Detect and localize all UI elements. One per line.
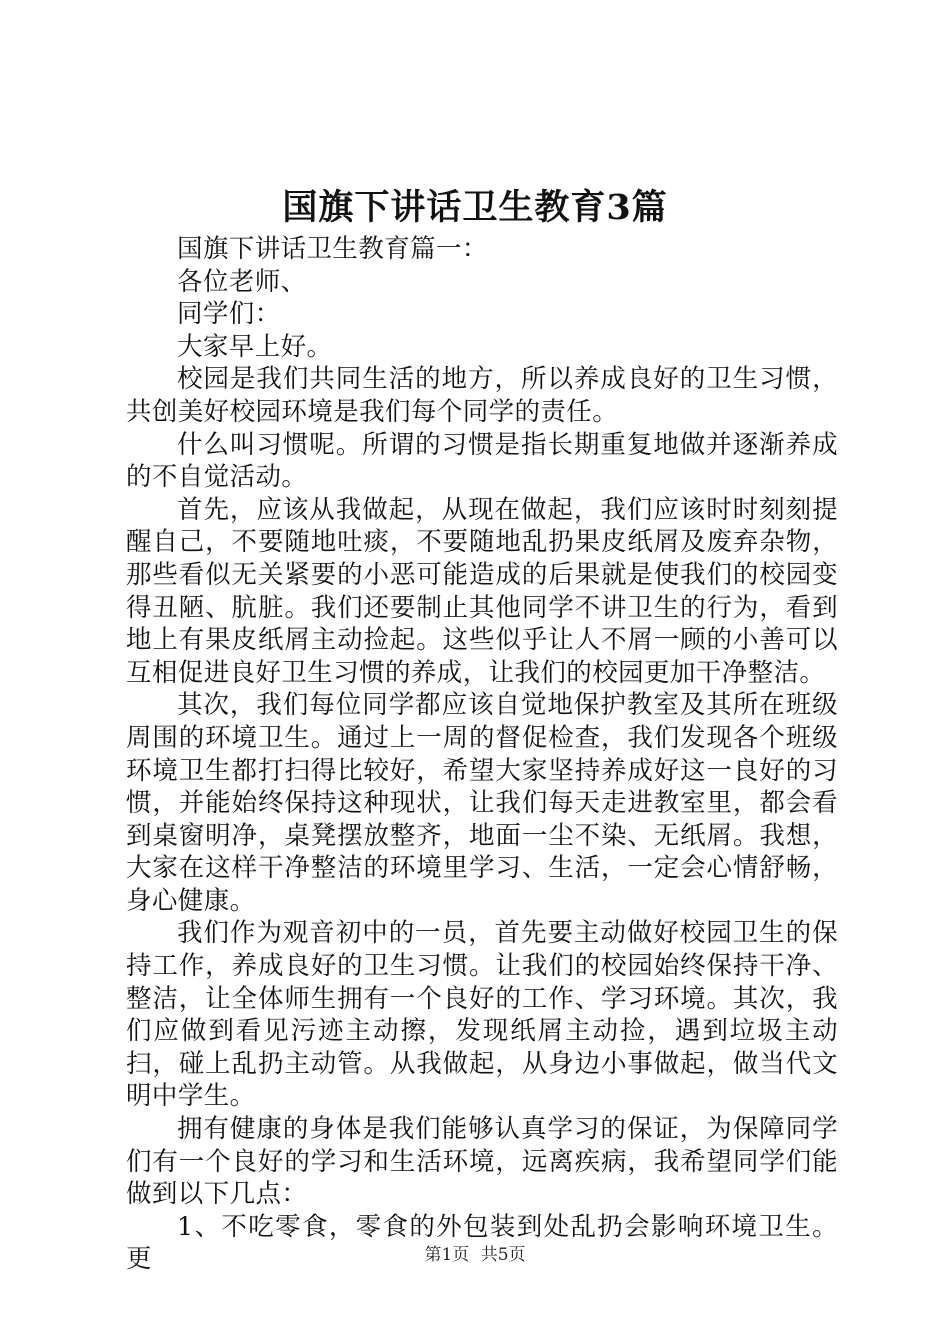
paragraph-health: 拥有健康的身体是我们能够认真学习的保证，为保障同学们有一个良好的学习和生活环境，远离疾病，我希望同学们能做到以下几点： xyxy=(126,1114,838,1210)
paragraph-first: 首先，应该从我做起，从现在做起，我们应该时时刻刻提醒自己，不要随地吐痰，不要随地乱扔果皮纸屑及废弃杂物，那些看似无关紧要的小恶可能造成的后果就是使我们的校园变得丑陋、肮脏。我们还要制止其他同学不讲卫生的行为，看到地上有果皮纸屑主动捡起。这些似乎让人不屑一顾的小善可以互相促进良好卫生习惯的养成，让我们的校园更加干净整洁。 xyxy=(126,494,838,688)
page-number-total: 共5页 xyxy=(480,1245,526,1265)
page-footer xyxy=(0,1243,950,1267)
paragraph-habit: 什么叫习惯呢。所谓的习惯是指长期重复地做并逐渐养成的不自觉活动。 xyxy=(126,429,838,493)
paragraph-point-1: 1、不吃零食，零食的外包装到处乱扔会影响环境卫生。更 xyxy=(126,1211,838,1275)
paragraph-member: 我们作为观音初中的一员，首先要主动做好校园卫生的保持工作，养成良好的卫生习惯。让我们的校园始终保持干净、整洁，让全体师生拥有一个良好的工作、学习环境。其次，我们应做到看见污迹主动擦，发现纸屑主动捡，遇到垃圾主动扫，碰上乱扔主动管。从我做起，从身边小事做起，做当代文明中学生。 xyxy=(126,918,838,1112)
paragraph-section-heading: 国旗下讲话卫生教育篇一： xyxy=(177,234,488,264)
paragraph-good-morning: 大家早上好。 xyxy=(177,331,333,362)
document-title: 国旗下讲话卫生教育3篇 xyxy=(282,187,668,228)
paragraph-campus: 校园是我们共同生活的地方，所以养成良好的卫生习惯，共创美好校园环境是我们每个同学的责任。 xyxy=(126,364,838,427)
paragraph-second: 其次，我们每位同学都应该自觉地保护教室及其所在班级周围的环境卫生。通过上一周的督促检查，我们发现各个班级环境卫生都打扫得比较好，希望大家坚持养成好这一良好的习惯，并能始终保持这种现状，让我们每天走进教室里，都会看到桌窗明净，桌凳摆放整齐，地面一尘不染、无纸屑。我想，大家在这样干净整洁的环境里学习、生活，一定会心情舒畅，身心健康。 xyxy=(126,690,838,916)
page-number-current: 第1页 xyxy=(424,1245,470,1265)
document-body xyxy=(126,233,838,1276)
paragraph-greeting-teachers: 各位老师、 xyxy=(177,266,307,297)
paragraph-greeting-students: 同学们： xyxy=(177,299,281,330)
